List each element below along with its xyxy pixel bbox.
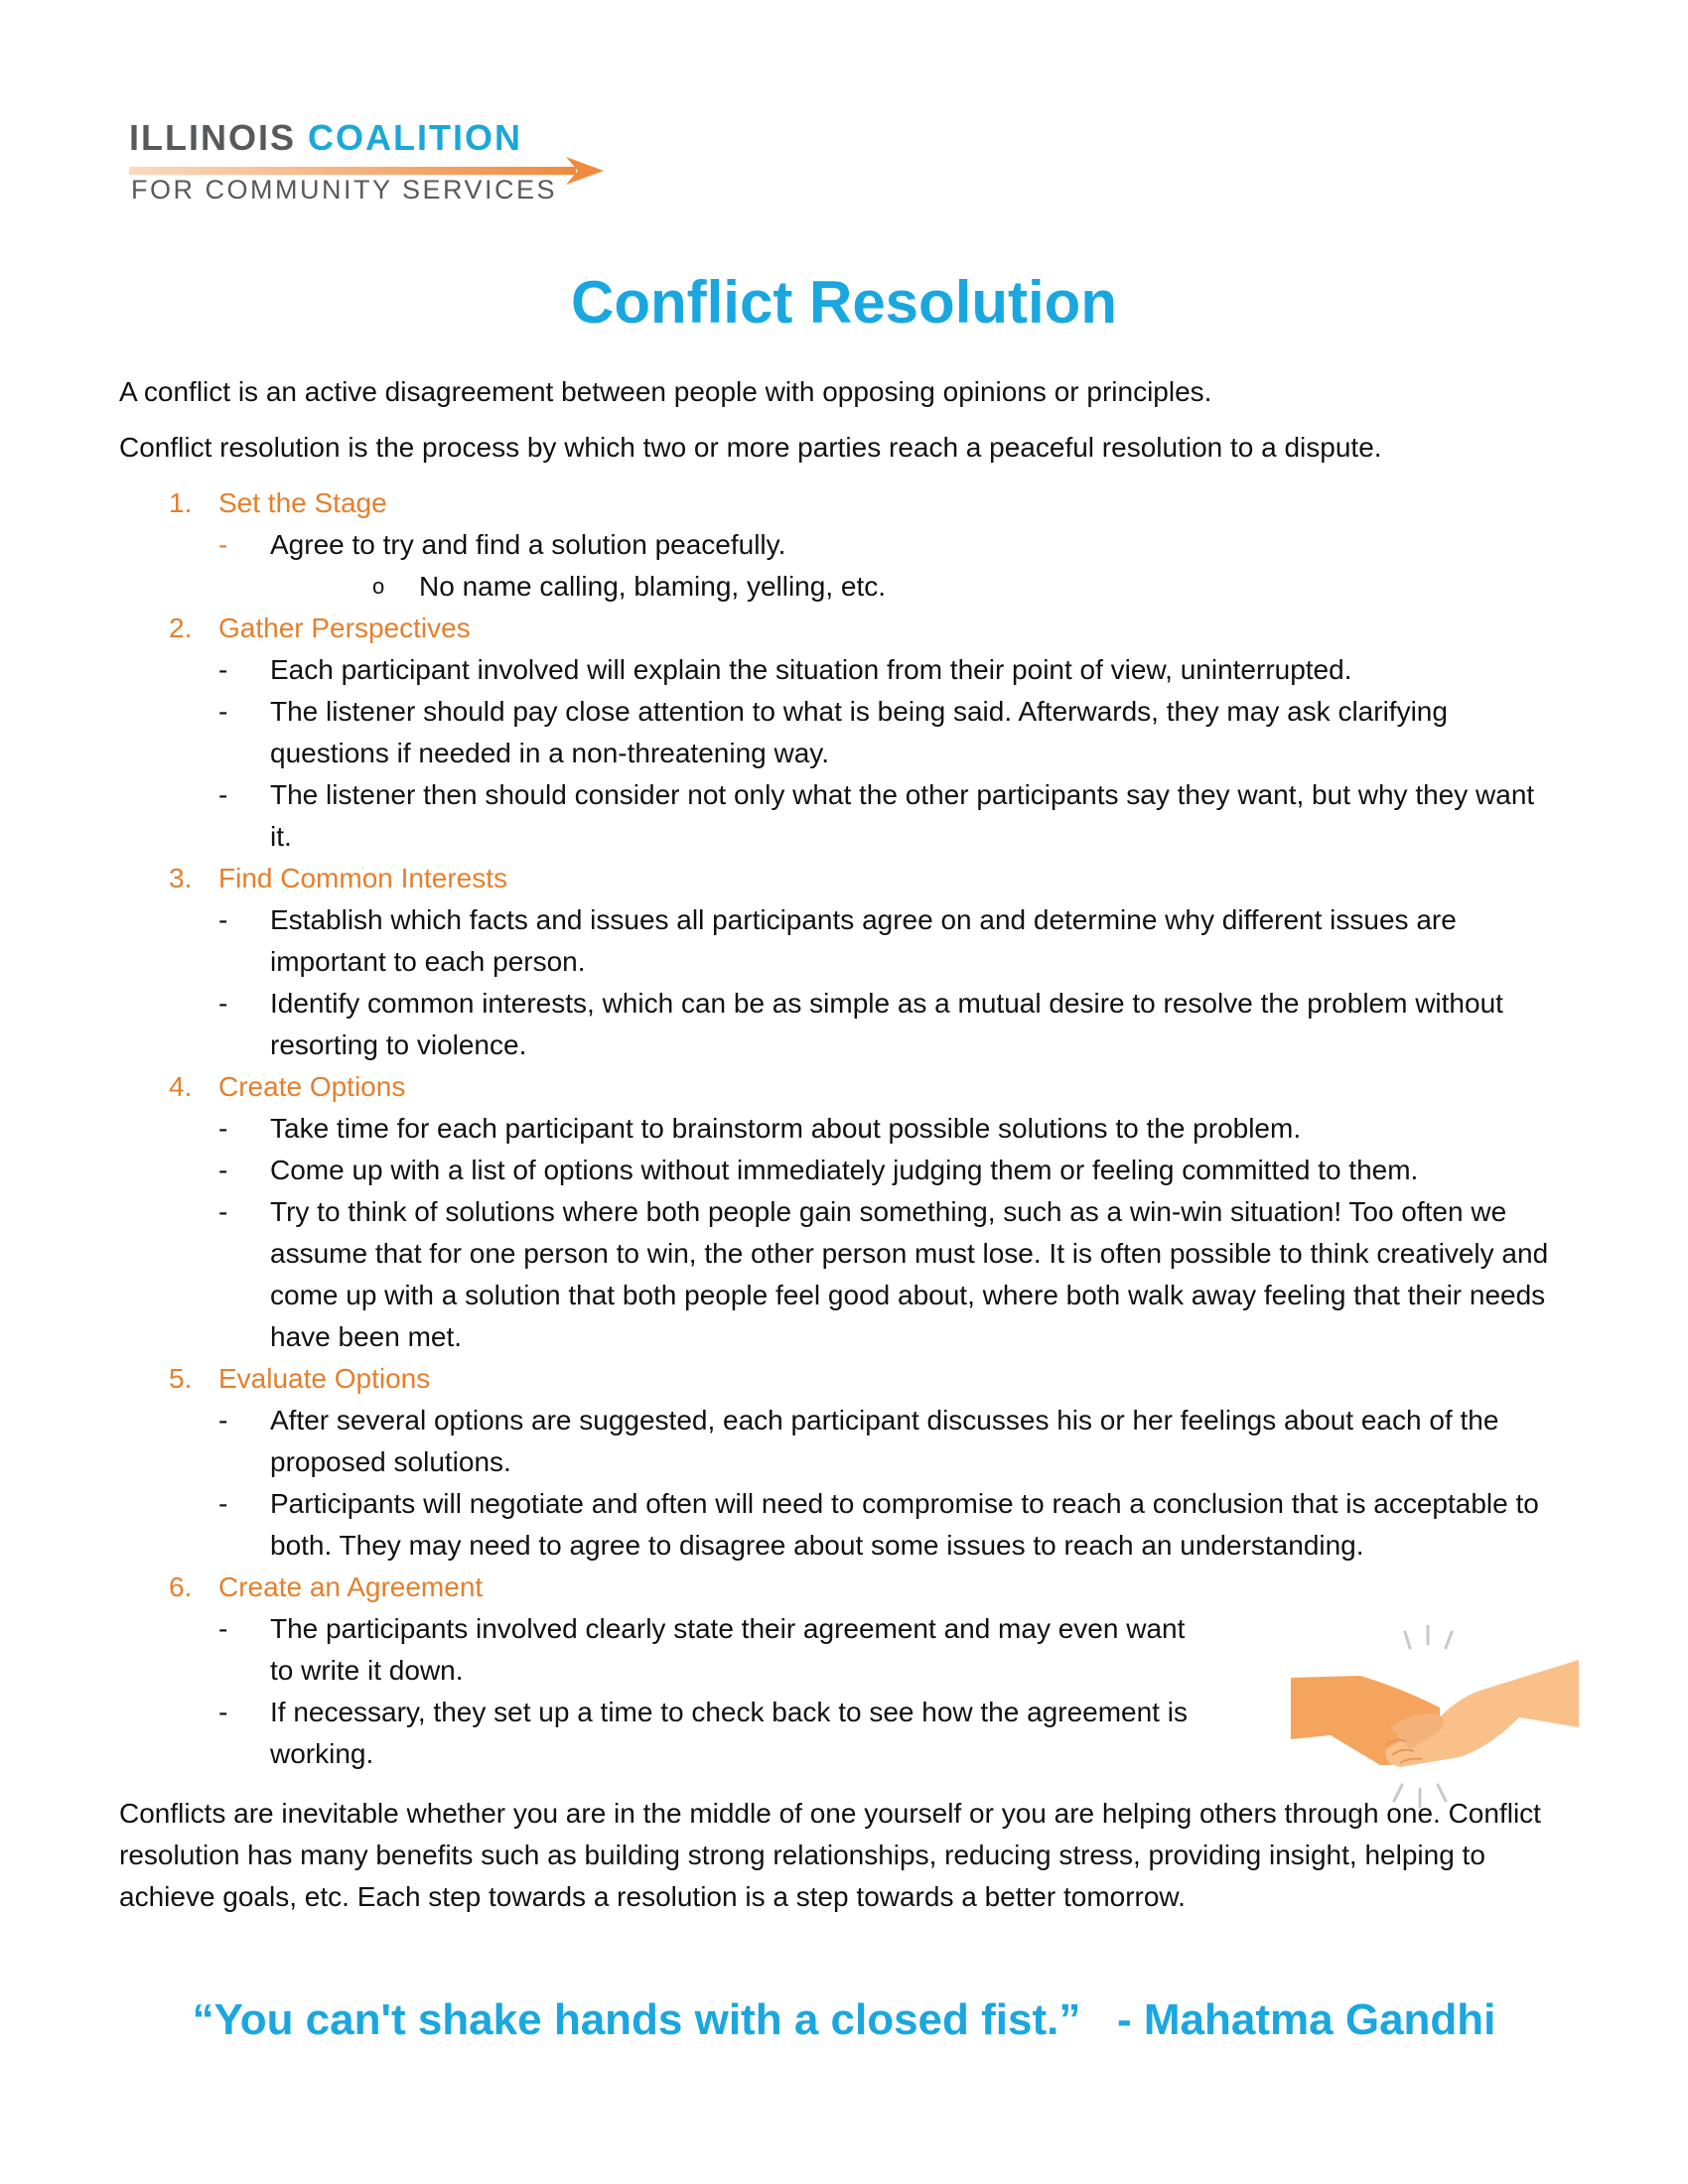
step-number: 5. [169,1363,193,1394]
gandhi-quote: “You can't shake hands with a closed fist.” - Mahatma Gandhi [192,1995,1496,2044]
bullet-text: Establish which facts and issues all participants agree on and determine why different issues are important to each person. [270,904,1457,977]
step-number: 1. [169,487,193,518]
step-number: 4. [169,1071,193,1102]
bullet-text: After several options are suggested, each participant discusses his or her feelings about each of the proposed solutions. [270,1405,1499,1477]
step-title: Evaluate Options [218,1363,431,1394]
bullet-dash: - [218,779,228,810]
step-title: Find Common Interests [218,863,507,893]
handshake-icon [1291,1618,1579,1817]
step-item [119,1358,1549,1567]
step-bullet [119,649,1549,691]
bullet-dash: - [218,529,228,560]
steps-list [119,482,1549,1775]
organization-logo [129,117,606,216]
sub-bullet [119,566,1549,608]
step-number: 2. [169,613,193,643]
step-number: 3. [169,863,193,893]
bullet-text: The listener then should consider not only what the other participants say they want, but why they want it. [270,779,1535,852]
logo-name [129,117,522,159]
step-bullet [119,983,1549,1066]
logo-subtitle: FOR COMMUNITY SERVICES [131,175,558,205]
definition-paragraph: A conflict is an active disagreement between people with opposing opinions or principles. [119,376,1212,407]
bullet-text: Take time for each participant to brainstorm about possible solutions to the problem. [270,1113,1302,1144]
closing-paragraph: Conflicts are inevitable whether you are in the middle of one yourself or you are helping others through one. Conflict resolution has many benefits such as building strong relationships, reducing stress, providing insight, helping to achieve goals, etc. Each step towards a resolution is a step towards a better tomorrow. [119,1798,1541,1912]
bullet-text: Agree to try and find a solution peacefully. [270,529,786,560]
bullet-dash: - [218,1196,228,1227]
step-heading [119,1567,1549,1608]
bullet-dash: - [218,654,228,685]
bullet-dash: - [218,1155,228,1185]
step-bullet [119,691,1549,774]
logo-name-part1: ILLINOIS [129,117,296,158]
step-bullet [119,774,1549,858]
step-item [119,1066,1549,1358]
step-number: 6. [169,1571,193,1602]
step-bullet [119,524,1549,566]
sub-bullet-text: No name calling, blaming, yelling, etc. [419,571,887,602]
step-title: Gather Perspectives [218,613,471,643]
bullet-text: Participants will negotiate and often will need to compromise to reach a conclusion that is acceptable to both. They may need to agree to disagree about some issues to reach an understanding. [270,1488,1539,1561]
page-title: Conflict Resolution [571,269,1117,336]
step-item [119,608,1549,858]
bullet-text: Identify common interests, which can be as simple as a mutual desire to resolve the problem without resorting to violence. [270,988,1503,1060]
step-title: Set the Stage [218,487,387,518]
step-bullet [119,1400,1549,1483]
bullet-text: Each participant involved will explain the situation from their point of view, uninterrupted. [270,654,1352,685]
step-item [119,482,1549,608]
bullet-dash: - [218,1405,228,1435]
step-title: Create Options [218,1071,406,1102]
step-bullet [119,1108,1549,1150]
bullet-text: The participants involved clearly state their agreement and may even want to write it down. [270,1613,1186,1686]
step-heading [119,1358,1549,1400]
bullet-dash: - [218,1113,228,1144]
bullet-dash: - [218,1613,228,1644]
circle-bullet-icon: o [372,574,385,599]
step-item [119,858,1549,1066]
bullet-text: Come up with a list of options without immediately judging them or feeling committed to them. [270,1155,1419,1185]
step-bullet [119,899,1549,983]
step-heading [119,608,1549,649]
bullet-dash: - [218,904,228,935]
step-bullet [119,1150,1549,1191]
bullet-dash: - [218,1697,228,1727]
process-paragraph: Conflict resolution is the process by which two or more parties reach a peaceful resolution to a dispute. [119,432,1382,463]
bullet-dash: - [218,1488,228,1519]
bullet-dash: - [218,696,228,727]
step-heading [119,482,1549,524]
bullet-text: The listener should pay close attention to what is being said. Afterwards, they may ask clarifying questions if needed in a non-threatening way. [270,696,1448,768]
step-title: Create an Agreement [218,1571,484,1602]
bullet-text: Try to think of solutions where both people gain something, such as a win-win situation! Too often we assume that for one person to win, the other person must lose. It is often possible to think creatively and come up with a solution that both people feel good about, where both walk away feeling that their needs have been met. [270,1196,1549,1352]
bullet-text: If necessary, they set up a time to check back to see how the agreement is working. [270,1697,1188,1769]
step-heading [119,1066,1549,1108]
step-heading [119,858,1549,899]
step-bullet [119,1483,1549,1567]
step-bullet [119,1191,1549,1358]
bullet-dash: - [218,988,228,1019]
logo-name-part2: COALITION [308,117,522,158]
